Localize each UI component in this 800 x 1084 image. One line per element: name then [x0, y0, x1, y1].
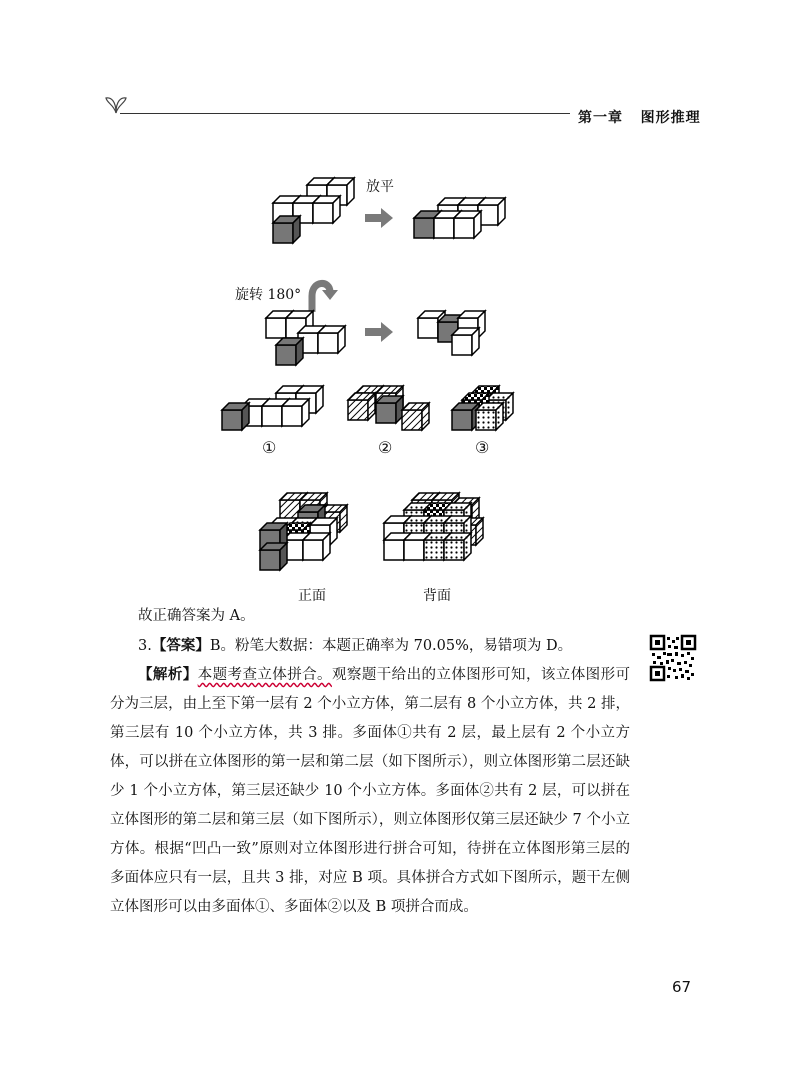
arrow-icon — [365, 322, 393, 342]
analysis-paragraph — [110, 660, 630, 922]
analysis-lead: 本题考查立体拼合。 — [197, 667, 332, 683]
shape-original-1 — [273, 178, 354, 243]
label-back: 背面 — [423, 588, 451, 604]
piece-3-shape — [452, 386, 513, 430]
label-piece-2: ② — [378, 438, 393, 457]
analysis-text: 观察题干给出的立体图形可知，该立体图形可分为三层，由上至下第一层有 2 个小立方体，第二层有 8 个小立方体，共 2 排，第三层有 10 个小立方体，共 3 排。多面体①共有 2 层，最上层有 2 个小立方体，可以拼在立体图形的第一层和第二层（如下图所示），则立体图形第二层还缺少 1 个小立方体，第三层还缺少 10 个小立方体。多面体②共有 2 层，可以拼在立体图形的第二层和第三层（如下图所示），则立体图形仅第三层还缺少 7 个小立方体。根据“凹凸一致”原则对立体图形进行拼合可知，待拼在立体图形第三层的多面体应只有一层，且共 3 排，对应 B 项。具体拼合方式如下图所示，题干左侧立体图形可以由多面体①、多面体②以及 B 项拼合而成。 — [110, 667, 630, 915]
answer-tag: 【答案】 — [151, 637, 210, 654]
answer-text: B。粉笔大数据：本题正确率为 70.05%，易错项为 D。 — [209, 638, 573, 654]
qr-code-icon[interactable] — [650, 635, 696, 681]
assembled-back-shape — [384, 493, 483, 560]
piece-2-shape — [348, 386, 429, 430]
shape-rotated — [418, 311, 485, 355]
chapter-label: 第一章 — [578, 110, 623, 126]
shape-original-2 — [266, 311, 345, 365]
assembled-front-shape — [260, 493, 347, 570]
rotate-arrow-icon — [312, 283, 338, 312]
answer-line — [110, 631, 630, 661]
analysis-tag: 【解析】 — [138, 666, 198, 683]
arrow-icon — [365, 208, 393, 228]
section-label: 图形推理 — [640, 110, 701, 126]
label-piece-3: ③ — [475, 438, 490, 457]
page-number: 67 — [672, 978, 692, 996]
piece-1-shape — [222, 386, 323, 430]
label-front: 正面 — [298, 588, 326, 604]
shape-flattened — [414, 198, 505, 238]
question-number: 3. — [138, 638, 152, 654]
label-rotate: 旋转 180° — [235, 287, 302, 303]
label-flatten: 放平 — [366, 179, 394, 195]
label-piece-1: ① — [262, 438, 277, 457]
conclusion-line: 故正确答案为 A。 — [138, 608, 255, 624]
